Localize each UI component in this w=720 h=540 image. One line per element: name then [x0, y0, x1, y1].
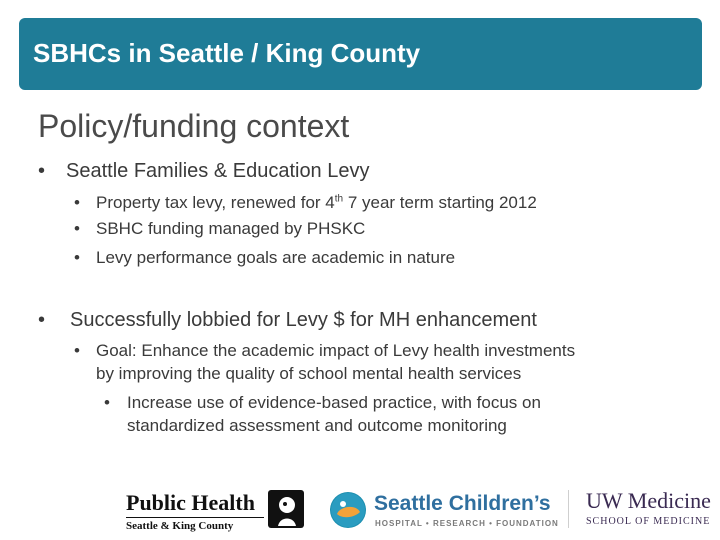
bullet-dot: • [104, 393, 110, 412]
logo-strip [0, 480, 720, 540]
uw-medicine-sub: SCHOOL OF MEDICINE [586, 516, 711, 527]
sub-sub-bullet-evidence [104, 393, 541, 436]
bullet-text: Levy performance goals are academic in nature [96, 248, 456, 267]
bullet-text: Successfully lobbied for Levy $ for MH enhancement [70, 309, 537, 331]
bullet-dot: • [74, 341, 80, 360]
sub-bullet-funding [74, 219, 365, 239]
public-health-sub: Seattle & King County [126, 517, 264, 532]
bullet-dot: • [74, 219, 80, 238]
bullet-lobbied [38, 309, 537, 332]
bullet-dot: • [38, 160, 46, 182]
bullet-dot: • [74, 193, 80, 212]
logo-divider [568, 490, 569, 528]
section-title: Policy/funding context [38, 108, 350, 144]
bullet-text: SBHC funding managed by PHSKC [96, 219, 366, 238]
header-bar [19, 18, 702, 90]
bullet-text: Property tax levy, renewed for 4th 7 year term starting 2012 [96, 193, 537, 212]
uw-medicine-name: UW Medicine [586, 488, 711, 513]
bullet-dot: • [74, 248, 80, 267]
bullet-levy [38, 160, 370, 183]
public-health-name: Public Health [126, 490, 255, 515]
bullet-dot: • [38, 309, 46, 331]
seattle-childrens-name: Seattle Children’s [374, 492, 551, 515]
public-health-emblem-icon [268, 490, 304, 528]
slide-title: SBHCs in Seattle / King County [33, 38, 421, 68]
sub-bullet-property-tax [74, 193, 537, 213]
seattle-childrens-whale-icon [330, 492, 366, 528]
bullet-text-line2: by improving the quality of school mental health services [96, 364, 522, 383]
bullet-text-line2: standardized assessment and outcome monitoring [127, 416, 507, 435]
bullet-text-line1: Increase use of evidence-based practice, with focus on [127, 393, 541, 412]
sub-bullet-goal [74, 341, 575, 384]
public-health-logo [126, 492, 264, 532]
sub-bullet-performance-goals [74, 248, 455, 268]
seattle-childrens-sub: HOSPITAL • RESEARCH • FOUNDATION [375, 519, 559, 528]
uw-medicine-logo [586, 490, 711, 527]
bullet-text-line1: Goal: Enhance the academic impact of Levy health investments [96, 341, 576, 360]
bullet-text: Seattle Families & Education Levy [66, 160, 370, 182]
